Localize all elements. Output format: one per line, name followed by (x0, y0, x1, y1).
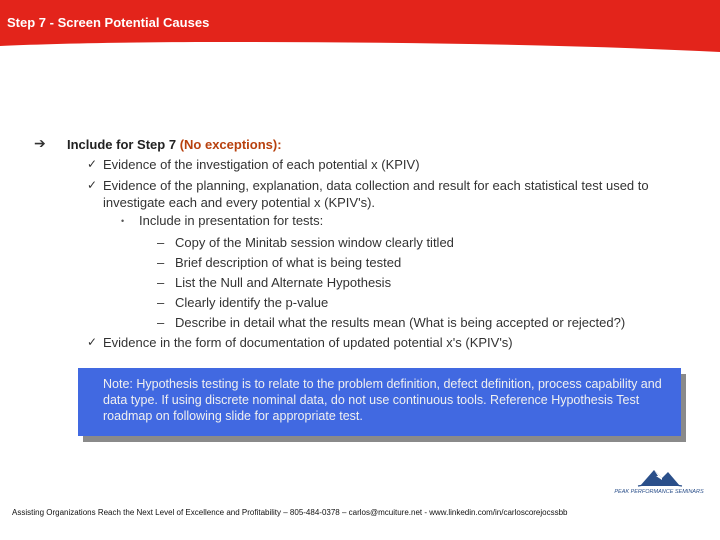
dash-icon: – (157, 315, 165, 330)
check-item-3: Evidence in the form of documentation of updated potential x's (KPIV's) (103, 335, 513, 350)
dash-icon: – (157, 275, 165, 290)
note-box (78, 368, 681, 436)
dash-icon: – (157, 235, 165, 250)
check-icon: ✓ (87, 157, 98, 171)
check-item-2: Evidence of the planning, explanation, data collection and result for each statistical test used to (103, 178, 649, 193)
dash-icon: – (157, 255, 165, 270)
heading-accent: (No exceptions): (179, 137, 282, 152)
check-icon: ✓ (87, 335, 98, 349)
company-logo (610, 462, 708, 502)
footer-text: Assisting Organizations Reach the Next Level of Excellence and Profitability – 805-484-0378 – carlos@mcuiture.net - www.linkedin.com/in/carloscorejocssbb (12, 508, 568, 517)
title-banner (0, 0, 720, 52)
dash-icon: – (157, 295, 165, 310)
check-item-2-continued: investigate each and every potential x (KPIV's). (103, 195, 376, 210)
heading-prefix: Include for Step 7 (67, 137, 177, 152)
dash-item-1: Copy of the Minitab session window clearly titled (175, 235, 454, 250)
note-text: Note: Hypothesis testing is to relate to the problem definition, defect definition, process capability and data type. If using discrete nominal data, do not use continuous tools. Reference Hypothesis Test roadmap on following slide for appropriate test. (103, 377, 662, 423)
page-title: Step 7 - Screen Potential Causes (7, 15, 210, 30)
dash-item-5: Describe in detail what the results mean (What is being accepted or rejected?) (175, 315, 626, 330)
dash-item-4: Clearly identify the p-value (175, 295, 329, 310)
arrow-bullet-icon: ➔ (34, 135, 46, 151)
sub-bullet: Include in presentation for tests: (139, 213, 324, 228)
check-icon: ✓ (87, 178, 98, 192)
dash-item-3: List the Null and Alternate Hypothesis (175, 275, 392, 290)
check-item-1: Evidence of the investigation of each potential x (KPIV) (103, 157, 420, 172)
bullet-dot-icon: • (121, 216, 125, 226)
dash-item-2: Brief description of what is being tested (175, 255, 402, 270)
section-heading (67, 137, 282, 152)
mountain-logo-icon (610, 462, 708, 502)
logo-text: PEAK PERFORMANCE SEMINARS (614, 489, 704, 495)
